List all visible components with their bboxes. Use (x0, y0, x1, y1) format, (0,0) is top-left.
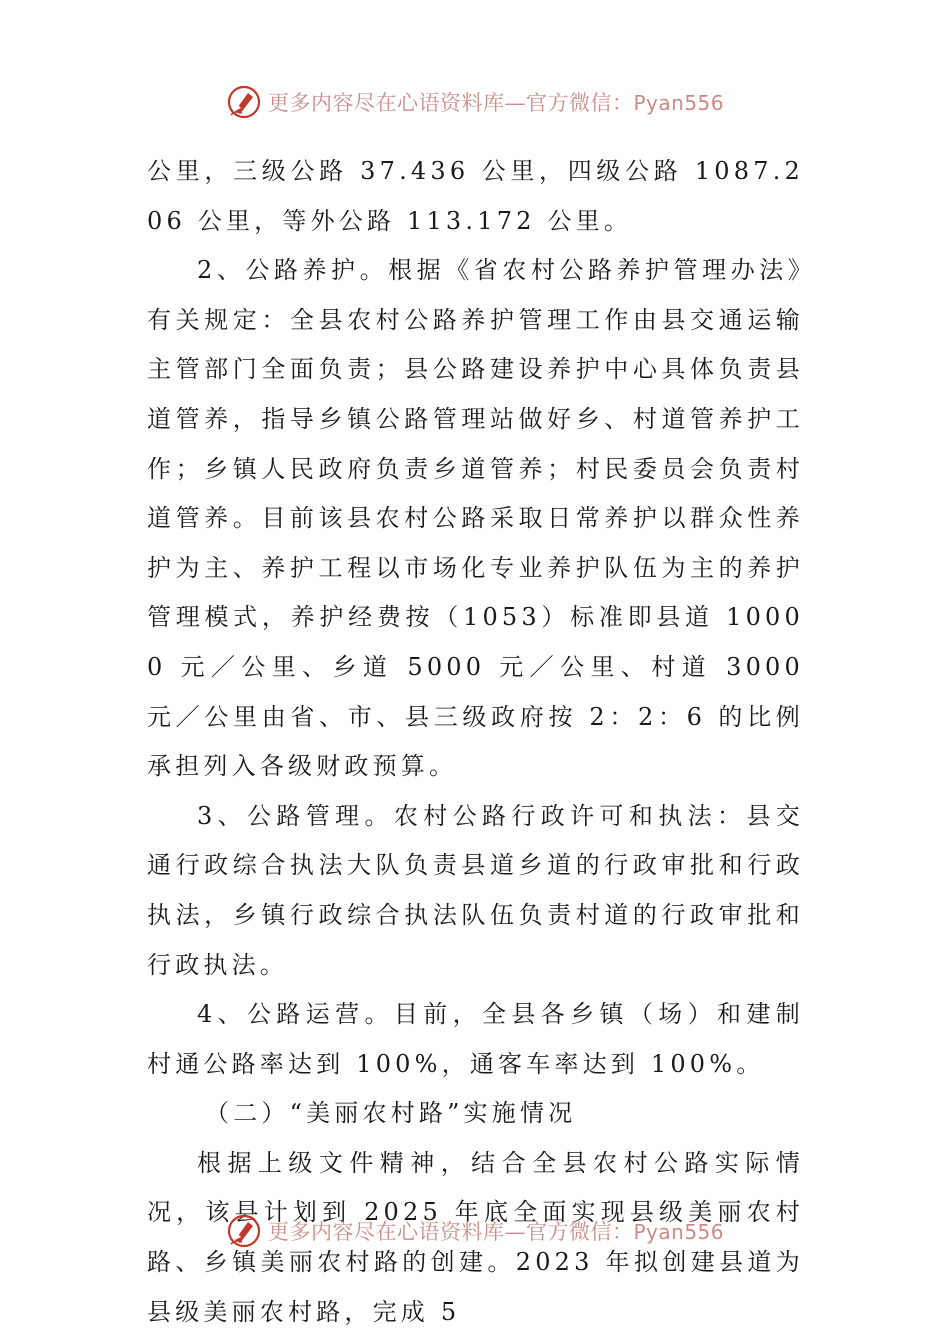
paragraph-road-operation: 4、公路运营。目前，全县各乡镇（场）和建制村通公路率达到 100%，通客车率达到 100%。 (147, 1000, 804, 1078)
document-body (147, 147, 804, 1337)
section-heading-beautiful-rural-roads: （二）“美丽农村路”实施情况 (205, 1099, 577, 1128)
paragraph-road-maintenance: 2、公路养护。根据《省农村公路养护管理办法》有关规定：全县农村公路养护管理工作由县交通运输主管部门全面负责；县公路建设养护中心具体负责县道管养，指导乡镇公路管理站做好乡、村道管养护工作；乡镇人民政府负责乡道管养；村民委员会负责村道管养。目前该县农村公路采取日常养护以群众性养护为主、养护工程以市场化专业养护队伍为主的养护管理模式，养护经费按（1053）标准即县道 10000 元／公里、乡道 5000 元／公里、村道 3000 元／公里由省、市、县三级政府按 2：2：6 的比例承担列入各级财政预算。 (147, 256, 804, 781)
watermark-text: 更多内容尽在心语资料库—官方微信：Pyan556 (267, 91, 724, 115)
watermark-text: 更多内容尽在心语资料库—官方微信：Pyan556 (267, 1220, 724, 1244)
watermark-banner-top (0, 82, 950, 122)
paragraph-implementation-plan: 根据上级文件精神，结合全县农村公路实际情况，该县计划到 2025 年底全面实现县级美丽农村路、乡镇美丽农村路的创建。2023 年拟创建县道为县级美丽农村路，完成 5 (147, 1148, 804, 1326)
watermark-banner-bottom (0, 1211, 950, 1251)
paragraph-road-grades: 公里，三级公路 37.436 公里，四级公路 1087.206 公里，等外公路 113.172 公里。 (147, 157, 804, 235)
pen-nib-logo-icon (226, 1213, 262, 1249)
wechat-id: Pyan556 (633, 91, 724, 115)
wechat-id: Pyan556 (633, 1220, 724, 1244)
pen-nib-logo-icon (226, 84, 262, 120)
paragraph-road-management: 3、公路管理。农村公路行政许可和执法：县交通行政综合执法大队负责县道乡道的行政审批和行政执法，乡镇行政综合执法队伍负责村道的行政审批和行政执法。 (147, 801, 804, 979)
